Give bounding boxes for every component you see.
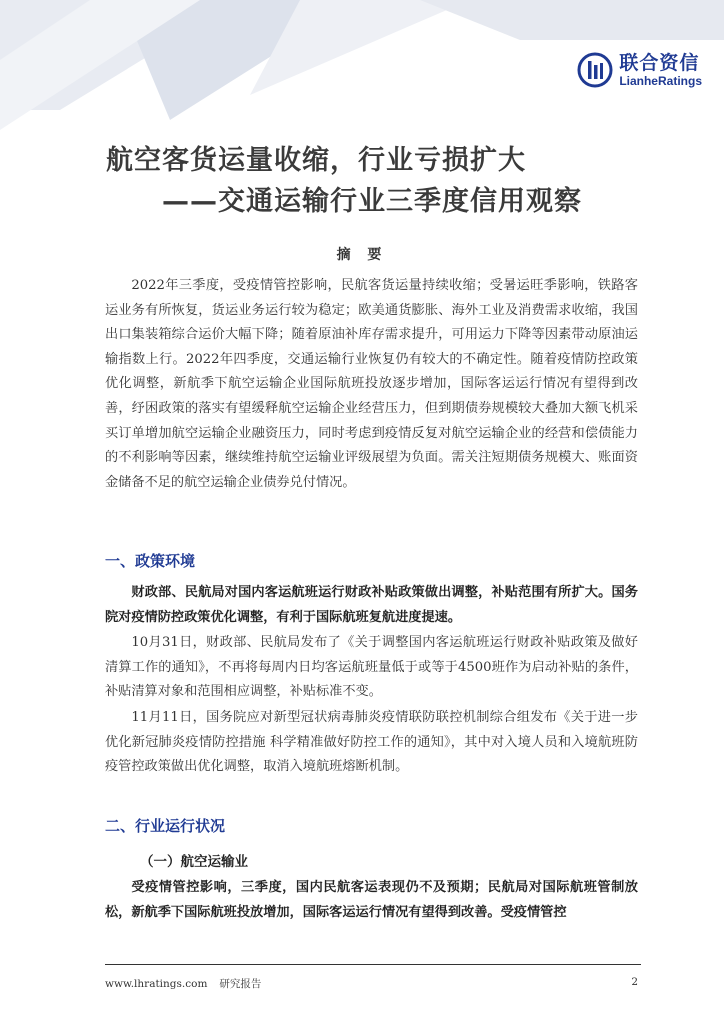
abstract-text: 2022年三季度，受疫情管控影响，民航客货运量持续收缩；受暑运旺季影响，铁路客运业务有所恢复，货运业务运行较为稳定；欧美通货膨胀、海外工业及消费需求收缩，我国出口集装箱综合运价大幅下降；随着原油补库存需求提升，可用运力下降等因素带动原油运输指数上行。2022年四季度，交通运输行业恢复仍有较大的不确定性。随着疫情防控政策优化调整，新航季下航空运输企业国际航班投放逐步增加，国际客运运行情况有望得到改善，纾困政策的落实有望缓释航空运输企业经营压力，但到期债券规模较大叠加大额飞机采买订单增加航空运输企业融资压力，同时考虑到疫情反复对航空运输企业的经营和偿债能力的不利影响等因素，继续维持航空运输业评级展望为负面。需关注短期债务规模大、账面资金储备不足的航空运输企业债券兑付情况。 [105, 278, 638, 490]
subsection-aviation: （一）航空运输业 [140, 854, 248, 870]
report-subtitle: ——交通运输行业三季度信用观察 [162, 186, 582, 217]
section-heading-policy: 一、政策环境 [105, 552, 196, 570]
abstract-heading: 摘 要 [336, 247, 388, 263]
section2-lead: 受疫情管控影响，三季度，国内民航客运表现仍不及预期；民航局对国际航班管制放松，新航季下国际航班投放增加，国际客运运行情况有望得到改善。受疫情管控 [105, 880, 638, 920]
footer-doc-type: 研究报告 [219, 978, 262, 990]
footer-website: www.lhratings.com [105, 978, 208, 990]
brand-logo [577, 52, 702, 88]
section1-paragraph-1: 10月31日，财政部、民航局发布了《关于调整国内客运航班运行财政补贴政策及做好清算工作的通知》，不再将每周内日均客运航班量低于或等于4500班作为启动补贴的条件，补贴清算对象和范围相应调整，补贴标准不变。 [105, 635, 638, 700]
footer-info [105, 976, 261, 991]
brand-name-en: LianheRatings [619, 74, 702, 88]
brand-name-cn: 联合资信 [619, 52, 700, 74]
report-title: 航空客货运量收缩，行业亏损扩大 [106, 145, 526, 176]
page-number: 2 [631, 976, 638, 988]
brand-name [619, 52, 702, 88]
footer-divider [105, 964, 641, 965]
section1-lead: 财政部、民航局对国内客运航班运行财政补贴政策做出调整，补贴范围有所扩大。国务院对疫情防控政策优化调整，有利于国际航班复航进度提速。 [105, 585, 638, 625]
section-heading-operations: 二、行业运行状况 [105, 817, 226, 835]
lianhe-logo-icon [577, 52, 613, 88]
section1-paragraph-2: 11月11日，国务院应对新型冠状病毒肺炎疫情联防联控机制综合组发布《关于进一步优化新冠肺炎疫情防控措施 科学精准做好防控工作的通知》，其中对入境人员和入境航班防疫管控政策做出优化调整，取消入境航班熔断机制。 [105, 710, 638, 775]
